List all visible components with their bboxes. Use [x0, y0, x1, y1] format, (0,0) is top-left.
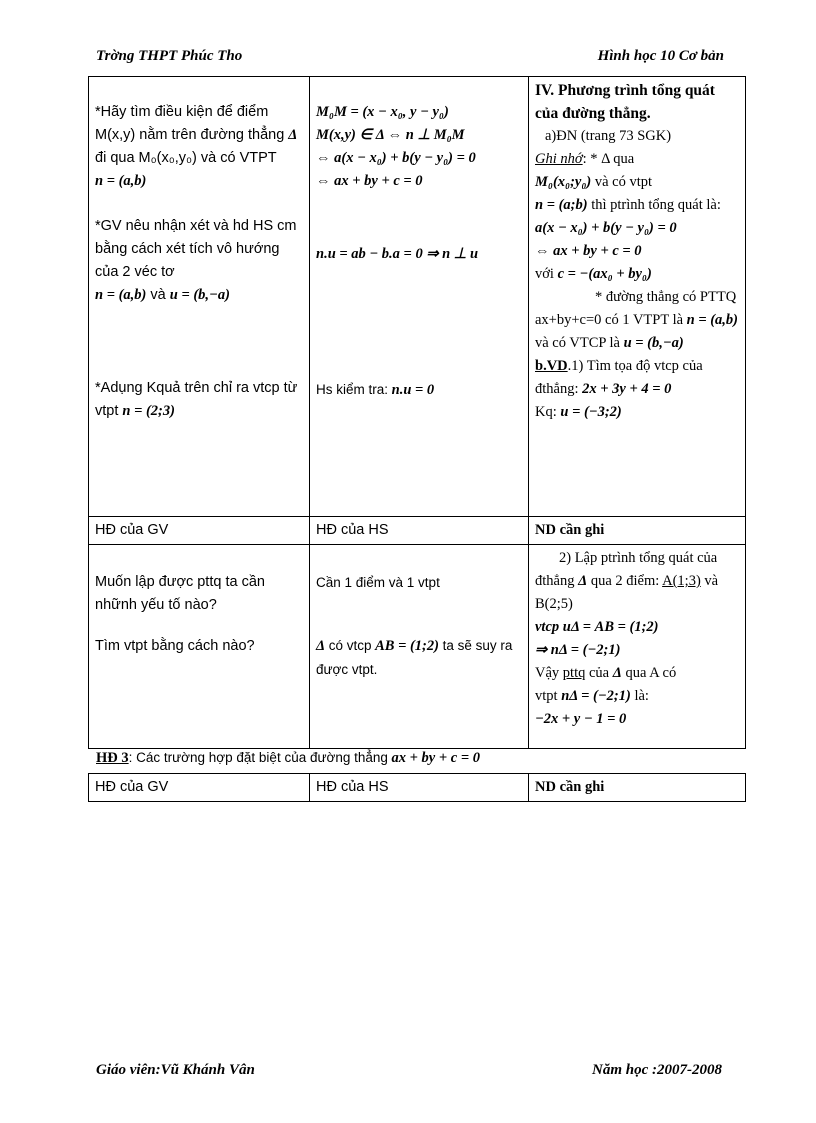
hs-derivation: M₀M = (x − x₀, y − y₀) M(x,y) ∈ Δ ⇔ n ⊥ M₀M ⇔ a(x − x₀) + b(y − y₀) = 0 ⇔ ax + by + c = 0 — [316, 104, 476, 189]
footer-teacher: Giáo viên:Vũ Khánh Vân — [96, 1062, 255, 1078]
table-row — [89, 77, 746, 517]
footer-year: Năm học :2007-2008 — [592, 1062, 722, 1078]
table-row — [89, 545, 746, 749]
gv-question-2: *GV nêu nhận xét và hd HS cm bằng cách xét tích vô hướng của 2 véc tơ n = (a,b) và u = (b,−a) — [95, 218, 297, 303]
col-header-gv: HĐ của GV — [89, 517, 310, 545]
col-header-nd: ND cần ghi — [529, 774, 746, 802]
gv-activity-cell-2: Muốn lập được pttq ta cần nhữnh yếu tố nào? Tìm vtpt bằng cách nào? — [89, 545, 310, 749]
table-header-row — [89, 517, 746, 545]
hs-check: Hs kiểm tra: n.u = 0 — [316, 382, 435, 398]
hs-activity-cell-2: Cần 1 điểm và 1 vtpt Δ có vtcp AB = (1;2) ta sẽ suy ra được vtpt. — [310, 545, 529, 749]
col-header-nd: ND cần ghi — [529, 517, 746, 545]
line-property: * đường thẳng có PTTQ ax+by+c=0 có 1 VTPT là n = (a,b) và có VTCP là u = (b,−a) — [535, 289, 739, 351]
col-header-hs: HĐ của HS — [310, 517, 529, 545]
section-title: IV. Phương trình tổng quát của đường thẳng. — [535, 82, 715, 122]
header-subject: Hình học 10 Cơ bản — [597, 48, 724, 64]
gv-activity-cell — [89, 77, 310, 517]
ghi-nho: Ghi nhớ: * Δ qua M₀(x₀;y₀) và có vtpt n = (a;b) thì ptrình tổng quát là: — [535, 151, 721, 213]
lesson-table — [88, 76, 746, 749]
hs-activity-cell — [310, 77, 529, 517]
activity-3-heading: HĐ 3: Các trường hợp đặt biệt của đường thẳng ax + by + c = 0 — [96, 750, 480, 766]
hs-dot-product: n.u = ab − b.a = 0 ⇒ n ⊥ u — [316, 246, 479, 262]
table-header-row — [89, 774, 746, 802]
lesson-table-2 — [88, 773, 746, 802]
example-1: b.VD.1) Tìm tọa độ vtcp của đthẳng: 2x + 3y + 4 = 0 — [535, 358, 703, 397]
col-header-gv: HĐ của GV — [89, 774, 310, 802]
gv-question-3: *Adụng Kquả trên chỉ ra vtcp từ vtpt n = (2;3) — [95, 380, 298, 419]
gv-question-1: *Hãy tìm điều kiện để điểm M(x,y) nằm trên đường thẳng Δ đi qua M₀(x₀,y₀) và có VTPT n = (a,b) — [95, 104, 298, 189]
header-school: Trờng THPT Phúc Tho — [96, 48, 243, 64]
example-1-answer: Kq: u = (−3;2) — [535, 404, 622, 420]
nd-content-cell-2: 2) Lập ptrình tổng quát của đthẳng Δ qua 2 điểm: A(1;3) và B(2;5) vtcp uΔ = AB = (1;2) ⇒ nΔ = (−2;1) Vậy pttq của Δ qua A có vtpt nΔ = (−2;1) là: −2x + y − 1 = 0 — [529, 545, 746, 749]
nd-content-cell: IV. Phương trình tổng quát của đường thẳng. a)ĐN (trang 73 SGK) Ghi nhớ: * Δ qua M₀(x₀;y₀) và có vtpt n = (a;b) thì ptrình tổng quát là: a(x − x₀) + b(y − y₀) = 0 ⇔ ax + by + c = 0 với c = −(ax₀ + by₀) * đường thẳng có PTTQ ax+by+c=0 có 1 VTPT là n = (a,b) và có VTCP là u = (b,−a) b.VD.1) Tìm tọa độ vtcp của đthẳng: 2x + 3y + 4 = 0 Kq: u = (−3;2) — [529, 77, 746, 517]
col-header-hs: HĐ của HS — [310, 774, 529, 802]
normal-vector-formula: n = (a,b) — [95, 173, 147, 189]
